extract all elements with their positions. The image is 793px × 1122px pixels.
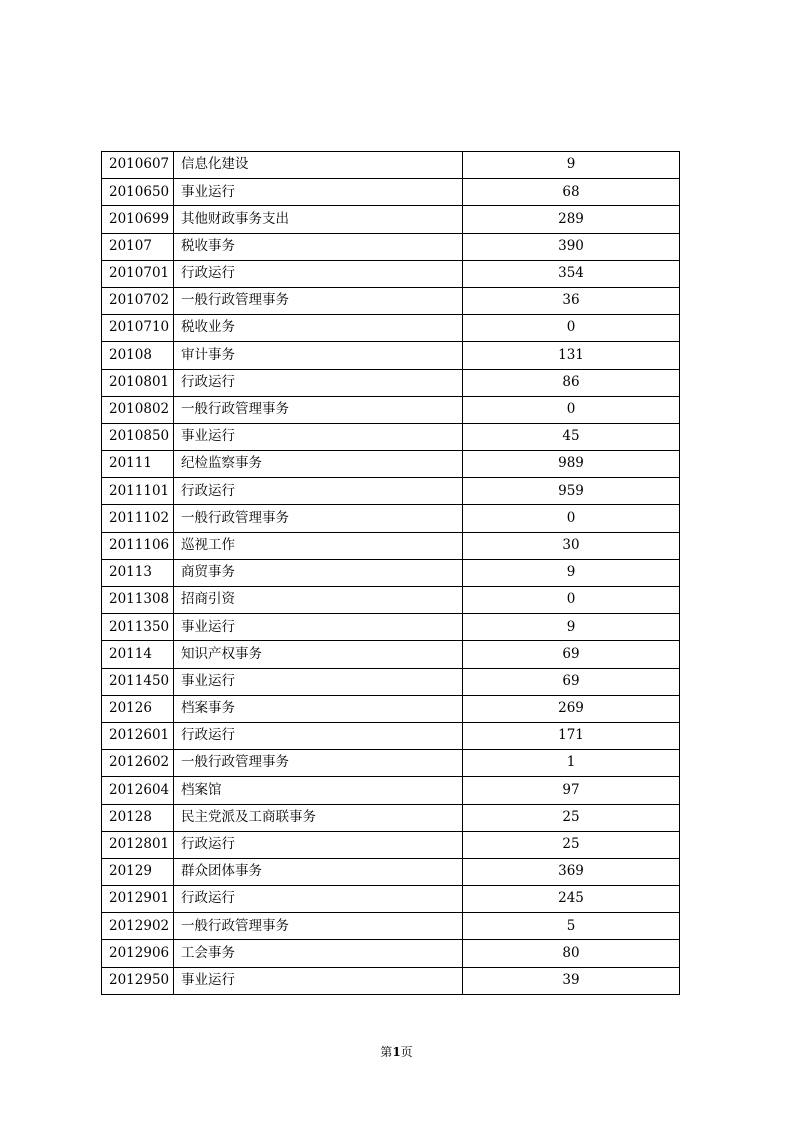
subject-name-cell: 事业运行 [174, 423, 463, 450]
subject-code-cell: 2012901 [102, 886, 174, 913]
subject-name-cell: 巡视工作 [174, 532, 463, 559]
amount-cell: 80 [463, 940, 680, 967]
table-row [102, 750, 680, 777]
amount-cell: 131 [463, 342, 680, 369]
subject-code-cell: 2011350 [102, 614, 174, 641]
amount-cell: 45 [463, 423, 680, 450]
subject-code-cell: 20128 [102, 804, 174, 831]
subject-code-cell: 2010607 [102, 152, 174, 179]
table-row [102, 695, 680, 722]
amount-cell: 68 [463, 179, 680, 206]
subject-code-cell: 2012950 [102, 967, 174, 994]
budget-table [101, 151, 680, 995]
subject-code-cell: 2011106 [102, 532, 174, 559]
subject-code-cell: 2012801 [102, 831, 174, 858]
page-label-prefix: 第 [380, 1045, 393, 1059]
amount-cell: 0 [463, 505, 680, 532]
table-row [102, 668, 680, 695]
table-row [102, 559, 680, 586]
amount-cell: 959 [463, 478, 680, 505]
budget-table-container [101, 151, 679, 995]
subject-code-cell: 2012602 [102, 750, 174, 777]
subject-code-cell: 2011101 [102, 478, 174, 505]
subject-name-cell: 一般行政管理事务 [174, 287, 463, 314]
subject-code-cell: 2010702 [102, 287, 174, 314]
subject-code-cell: 2012902 [102, 913, 174, 940]
amount-cell: 269 [463, 695, 680, 722]
amount-cell: 39 [463, 967, 680, 994]
subject-code-cell: 2012906 [102, 940, 174, 967]
subject-name-cell: 纪检监察事务 [174, 451, 463, 478]
amount-cell: 9 [463, 614, 680, 641]
subject-name-cell: 行政运行 [174, 831, 463, 858]
subject-name-cell: 事业运行 [174, 179, 463, 206]
table-row [102, 342, 680, 369]
table-row [102, 451, 680, 478]
table-row [102, 423, 680, 450]
subject-name-cell: 群众团体事务 [174, 858, 463, 885]
amount-cell: 69 [463, 641, 680, 668]
subject-name-cell: 档案馆 [174, 777, 463, 804]
budget-table-body [102, 152, 680, 995]
amount-cell: 0 [463, 315, 680, 342]
subject-name-cell: 事业运行 [174, 614, 463, 641]
subject-name-cell: 一般行政管理事务 [174, 396, 463, 423]
amount-cell: 0 [463, 396, 680, 423]
subject-code-cell: 20108 [102, 342, 174, 369]
subject-code-cell: 2011450 [102, 668, 174, 695]
subject-name-cell: 信息化建设 [174, 152, 463, 179]
table-row [102, 532, 680, 559]
table-row [102, 206, 680, 233]
amount-cell: 69 [463, 668, 680, 695]
table-row [102, 369, 680, 396]
subject-name-cell: 事业运行 [174, 967, 463, 994]
subject-code-cell: 2010699 [102, 206, 174, 233]
table-row [102, 913, 680, 940]
subject-name-cell: 其他财政事务支出 [174, 206, 463, 233]
subject-name-cell: 审计事务 [174, 342, 463, 369]
subject-code-cell: 20107 [102, 233, 174, 260]
table-row [102, 804, 680, 831]
amount-cell: 9 [463, 559, 680, 586]
amount-cell: 25 [463, 831, 680, 858]
amount-cell: 97 [463, 777, 680, 804]
amount-cell: 36 [463, 287, 680, 314]
subject-name-cell: 行政运行 [174, 722, 463, 749]
table-row [102, 641, 680, 668]
amount-cell: 245 [463, 886, 680, 913]
table-row [102, 233, 680, 260]
amount-cell: 30 [463, 532, 680, 559]
subject-name-cell: 行政运行 [174, 260, 463, 287]
table-row [102, 858, 680, 885]
amount-cell: 0 [463, 587, 680, 614]
page-label-suffix: 页 [400, 1045, 413, 1059]
table-row [102, 587, 680, 614]
amount-cell: 9 [463, 152, 680, 179]
subject-code-cell: 20126 [102, 695, 174, 722]
table-row [102, 777, 680, 804]
table-row [102, 886, 680, 913]
table-row [102, 831, 680, 858]
subject-name-cell: 商贸事务 [174, 559, 463, 586]
amount-cell: 5 [463, 913, 680, 940]
subject-code-cell: 2010650 [102, 179, 174, 206]
amount-cell: 354 [463, 260, 680, 287]
table-row [102, 722, 680, 749]
subject-name-cell: 行政运行 [174, 369, 463, 396]
table-row [102, 260, 680, 287]
subject-name-cell: 一般行政管理事务 [174, 505, 463, 532]
page-number: 1 [392, 1045, 401, 1059]
subject-code-cell: 2012601 [102, 722, 174, 749]
table-row [102, 478, 680, 505]
amount-cell: 171 [463, 722, 680, 749]
subject-code-cell: 2010801 [102, 369, 174, 396]
amount-cell: 289 [463, 206, 680, 233]
table-row [102, 940, 680, 967]
subject-name-cell: 民主党派及工商联事务 [174, 804, 463, 831]
subject-code-cell: 2010710 [102, 315, 174, 342]
subject-code-cell: 20111 [102, 451, 174, 478]
subject-code-cell: 2011102 [102, 505, 174, 532]
amount-cell: 25 [463, 804, 680, 831]
subject-name-cell: 工会事务 [174, 940, 463, 967]
subject-name-cell: 税收事务 [174, 233, 463, 260]
subject-code-cell: 2012604 [102, 777, 174, 804]
table-row [102, 315, 680, 342]
table-row [102, 614, 680, 641]
table-row [102, 287, 680, 314]
amount-cell: 390 [463, 233, 680, 260]
subject-name-cell: 知识产权事务 [174, 641, 463, 668]
subject-name-cell: 一般行政管理事务 [174, 750, 463, 777]
table-row [102, 967, 680, 994]
subject-code-cell: 2010802 [102, 396, 174, 423]
table-row [102, 396, 680, 423]
table-row [102, 505, 680, 532]
subject-name-cell: 行政运行 [174, 478, 463, 505]
amount-cell: 369 [463, 858, 680, 885]
page-footer [0, 1043, 793, 1060]
subject-code-cell: 20113 [102, 559, 174, 586]
subject-name-cell: 税收业务 [174, 315, 463, 342]
table-row [102, 179, 680, 206]
subject-code-cell: 20114 [102, 641, 174, 668]
table-row [102, 152, 680, 179]
subject-name-cell: 事业运行 [174, 668, 463, 695]
subject-name-cell: 档案事务 [174, 695, 463, 722]
amount-cell: 1 [463, 750, 680, 777]
subject-name-cell: 一般行政管理事务 [174, 913, 463, 940]
subject-name-cell: 招商引资 [174, 587, 463, 614]
subject-code-cell: 2010701 [102, 260, 174, 287]
amount-cell: 86 [463, 369, 680, 396]
amount-cell: 989 [463, 451, 680, 478]
subject-name-cell: 行政运行 [174, 886, 463, 913]
subject-code-cell: 2010850 [102, 423, 174, 450]
subject-code-cell: 20129 [102, 858, 174, 885]
subject-code-cell: 2011308 [102, 587, 174, 614]
